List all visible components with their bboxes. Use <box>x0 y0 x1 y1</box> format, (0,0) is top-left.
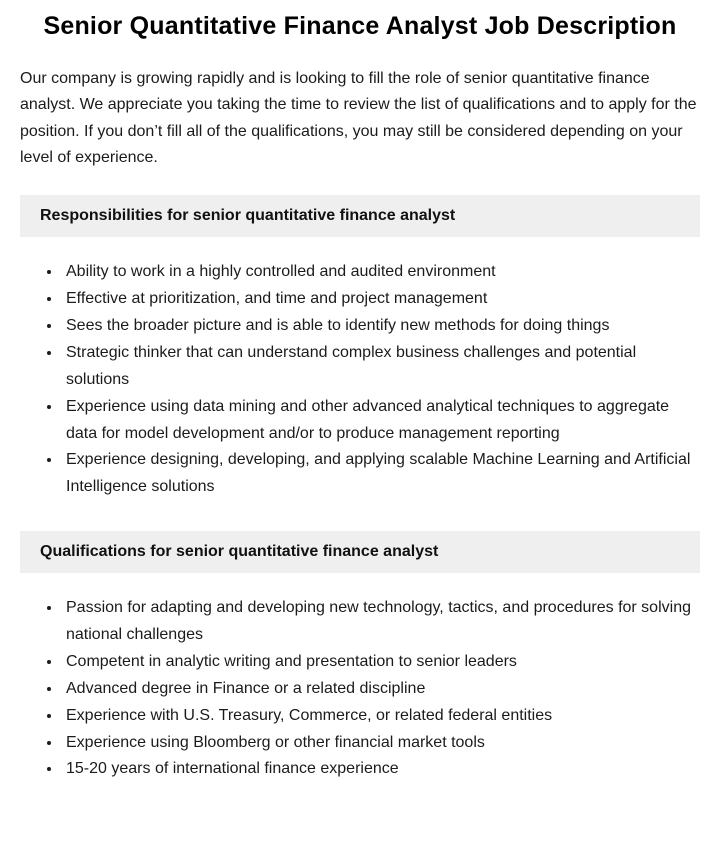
list-item: • Competent in analytic writing and presentation to senior leaders <box>62 649 700 676</box>
section-header-responsibilities: Responsibilities for senior quantitative finance analyst <box>20 195 700 237</box>
list-item: • Passion for adapting and developing new technology, tactics, and procedures for solving national challenges <box>62 595 700 649</box>
list-item: • Experience designing, developing, and applying scalable Machine Learning and Artificial Intelligence solutions <box>62 447 700 501</box>
list-item: • Advanced degree in Finance or a related discipline <box>62 676 700 703</box>
responsibilities-list <box>20 259 700 501</box>
qualifications-list <box>20 595 700 783</box>
list-item: • 15-20 years of international finance experience <box>62 756 700 783</box>
list-item: • Strategic thinker that can understand complex business challenges and potential solutions <box>62 340 700 394</box>
list-item: • Ability to work in a highly controlled and audited environment <box>62 259 700 286</box>
list-item: • Experience using Bloomberg or other financial market tools <box>62 730 700 757</box>
list-item: • Experience using data mining and other advanced analytical techniques to aggregate data for model development and/or to produce management reporting <box>62 394 700 448</box>
intro-paragraph: Our company is growing rapidly and is looking to fill the role of senior quantitative finance analyst. We appreciate you taking the time to review the list of qualifications and to apply for the position. If you don’t fill all of the qualifications, you may still be considered depending on your level of experience. <box>20 69 697 166</box>
page-title: Senior Quantitative Finance Analyst Job Description <box>43 12 677 40</box>
list-item: • Effective at prioritization, and time and project management <box>62 286 700 313</box>
section-header-qualifications: Qualifications for senior quantitative finance analyst <box>20 531 700 573</box>
list-item: • Sees the broader picture and is able to identify new methods for doing things <box>62 313 700 340</box>
list-item: • Experience with U.S. Treasury, Commerce, or related federal entities <box>62 703 700 730</box>
